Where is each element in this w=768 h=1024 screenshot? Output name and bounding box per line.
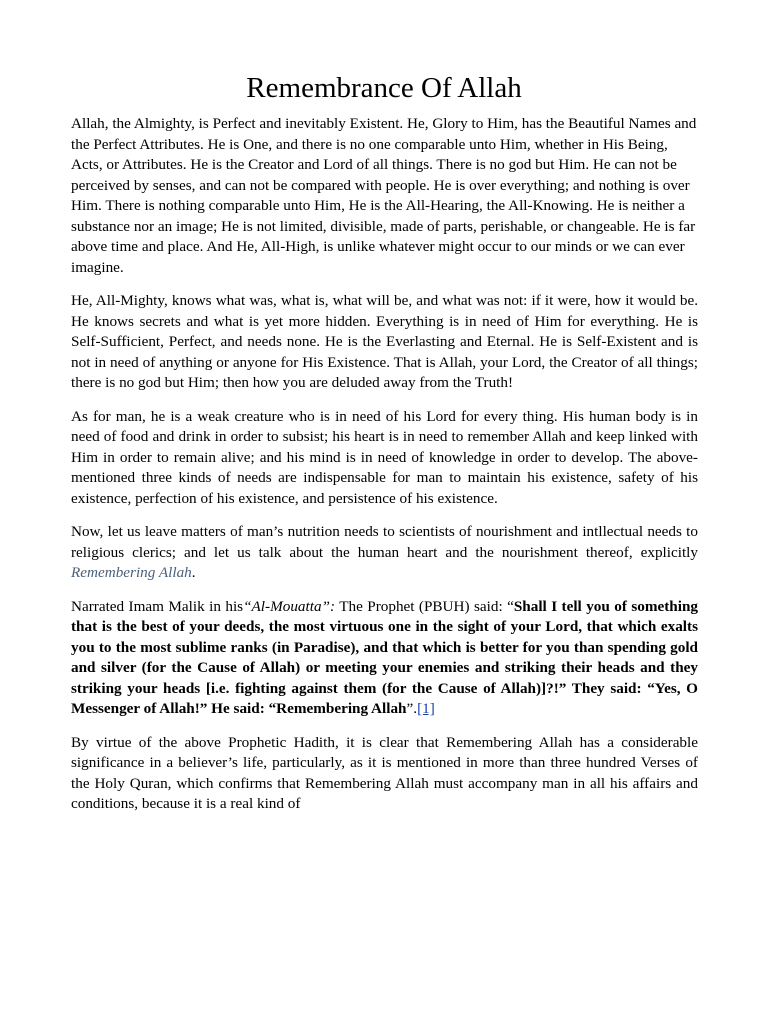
paragraph-4-text: Now, let us leave matters of man’s nutrition needs to scientists of nourishment and intllectual needs to religious clerics; and let us talk about the human heart and the nourishment thereof, explicitly bbox=[71, 523, 698, 561]
paragraph-5-hadith bbox=[71, 597, 698, 720]
footnote-link[interactable]: [1] bbox=[417, 700, 435, 717]
paragraph-4-end: . bbox=[191, 564, 196, 581]
paragraph-3: As for man, he is a weak creature who is in need of his Lord for every thing. His human body is in need of food and drink in order to subsist; his heart is in need to remember Allah and keep linked with Him in order to remain alive; and his mind is in need of knowledge in order to develop. The above-mentioned three kinds of needs are indispensable for man to maintain his existence, safety of his existence, perfection of his existence, and persistence of his existence. bbox=[71, 407, 698, 507]
book-title: “Al-Mouatta”: bbox=[243, 597, 336, 615]
paragraph-4 bbox=[71, 522, 698, 584]
document-body bbox=[71, 114, 698, 828]
page-title: Remembrance Of Allah bbox=[246, 72, 522, 104]
paragraph-6: By virtue of the above Prophetic Hadith, it is clear that Remembering Allah has a considerable significance in a believer’s life, particularly, as it is mentioned in more than three hundred Verses of the Holy Quran, which confirms that Remembering Allah must accompany man in all his affairs and conditions, because it is a real kind of bbox=[71, 733, 698, 812]
hadith-quote: Shall I tell you of something that is the best of your deeds, the most virtuous one in the sight of your Lord, that which exalts you to the most sublime ranks (in Paradise), and that which is better for you than spending gold and silver (for the Cause of Allah) or meeting your enemies and striking their heads and they striking your heads [i.e. fighting against them (for the Cause of Allah)]?!” They said: “Yes, O Messenger of Allah!” He said: “Remembering Allah bbox=[71, 597, 699, 717]
hadith-intro: The Prophet (PBUH) said: “ bbox=[335, 597, 514, 615]
remembering-allah-emphasis: Remembering Allah bbox=[71, 564, 192, 581]
hadith-lead: Narrated Imam Malik in his bbox=[71, 597, 244, 615]
hadith-close: ”. bbox=[406, 700, 418, 717]
paragraph-1: Allah, the Almighty, is Perfect and inevitably Existent. He, Glory to Him, has the Beautiful Names and the Perfect Attributes. He is One, and there is no one comparable unto Him, whether in His Being, Acts, or Attributes. He is the Creator and Lord of all things. There is no god but Him. He can not be perceived by senses, and can not be compared with people. He is over everything; and nothing is over Him. There is nothing comparable unto Him, He is the All-Hearing, the All-Knowing. He is neither a substance nor an image; He is not limited, divisible, made of parts, perishable, or changeable. He is far above time and place. And He, All-High, is unlike whatever might occur to our minds or we can ever imagine. bbox=[71, 115, 697, 276]
paragraph-2: He, All-Mighty, knows what was, what is, what will be, and what was not: if it were, how it would be. He knows secrets and what is yet more hidden. Everything is in need of Him for everything. He is Self-Sufficient, Perfect, and needs none. He is the Everlasting and Eternal. He is Self-Existent and is not in need of anything or anyone for His Existence. That is Allah, your Lord, the Creator of all things; there is no god but Him; then how you are deluded away from the Truth! bbox=[71, 292, 698, 391]
